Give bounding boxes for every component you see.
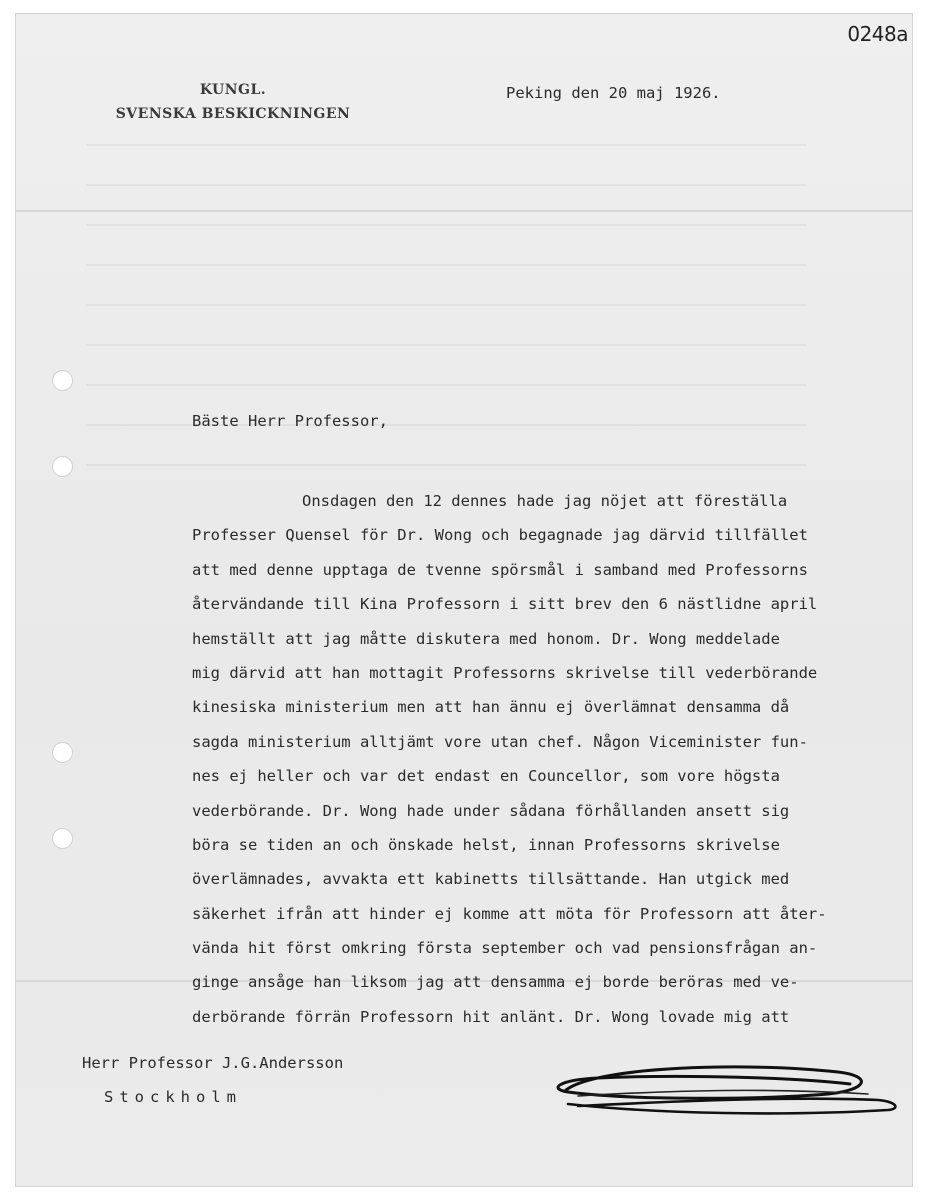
body-line: kinesiska ministerium men att han ännu ej överlämnat densamma då [192, 698, 790, 717]
body-line: vända hit först omkring första september och vad pensionsfrågan an- [192, 939, 818, 958]
salutation: Bäste Herr Professor, [192, 412, 388, 430]
handwritten-signature [538, 1044, 898, 1124]
letterhead [88, 78, 378, 126]
body-line: att med denne upptaga de tvenne spörsmål i samband med Professorns [192, 560, 808, 579]
addressee-city: Stockholm [104, 1088, 242, 1106]
body-line: överlämnades, avvakta ett kabinetts tillsättande. Han utgick med [192, 870, 790, 889]
body-line: nes ej heller och var det endast en Councellor, som vore högsta [192, 767, 780, 786]
body-line: säkerhet ifrån att hinder ej komme att möta för Professorn att åter- [192, 904, 827, 923]
body-line: mig därvid att han mottagit Professorns skrivelse till vederbörande [192, 663, 818, 682]
letterhead-line-1: KUNGL. [199, 82, 267, 98]
dateline: Peking den 20 maj 1926. [506, 84, 721, 102]
punch-hole [52, 370, 73, 391]
letter-body [192, 484, 892, 1034]
letter-sheet [16, 14, 912, 1186]
archive-number: 0248a [847, 22, 908, 46]
body-line: derbörande förrän Professorn hit anlänt. Dr. Wong lovade mig att [192, 1007, 790, 1026]
body-line: Onsdagen den 12 dennes hade jag nöjet att föreställa [302, 492, 788, 510]
body-line: hemställt att jag måtte diskutera med honom. Dr. Wong meddelade [192, 629, 780, 648]
body-line: ginge ansåge han liksom jag att densamma ej borde beröras med ve- [192, 973, 799, 992]
punch-hole [52, 456, 73, 477]
body-line: Professer Quensel för Dr. Wong och begagnade jag därvid tillfället [192, 526, 808, 545]
addressee: Herr Professor J.G.Andersson [82, 1054, 344, 1072]
body-line: vederbörande. Dr. Wong hade under sådana förhållanden ansett sig [192, 801, 790, 820]
punch-hole [52, 742, 73, 763]
punch-hole [52, 828, 73, 849]
body-line: återvändande till Kina Professorn i sitt brev den 6 nästlidne april [192, 595, 818, 614]
body-line: böra se tiden an och önskade helst, innan Professorns skrivelse [192, 835, 780, 854]
letterhead-line-2: SVENSKA BESKICKNINGEN [115, 106, 351, 122]
body-line: sagda ministerium alltjämt vore utan chef. Någon Viceminister fun- [192, 732, 808, 751]
paper-fold-line [16, 210, 912, 212]
